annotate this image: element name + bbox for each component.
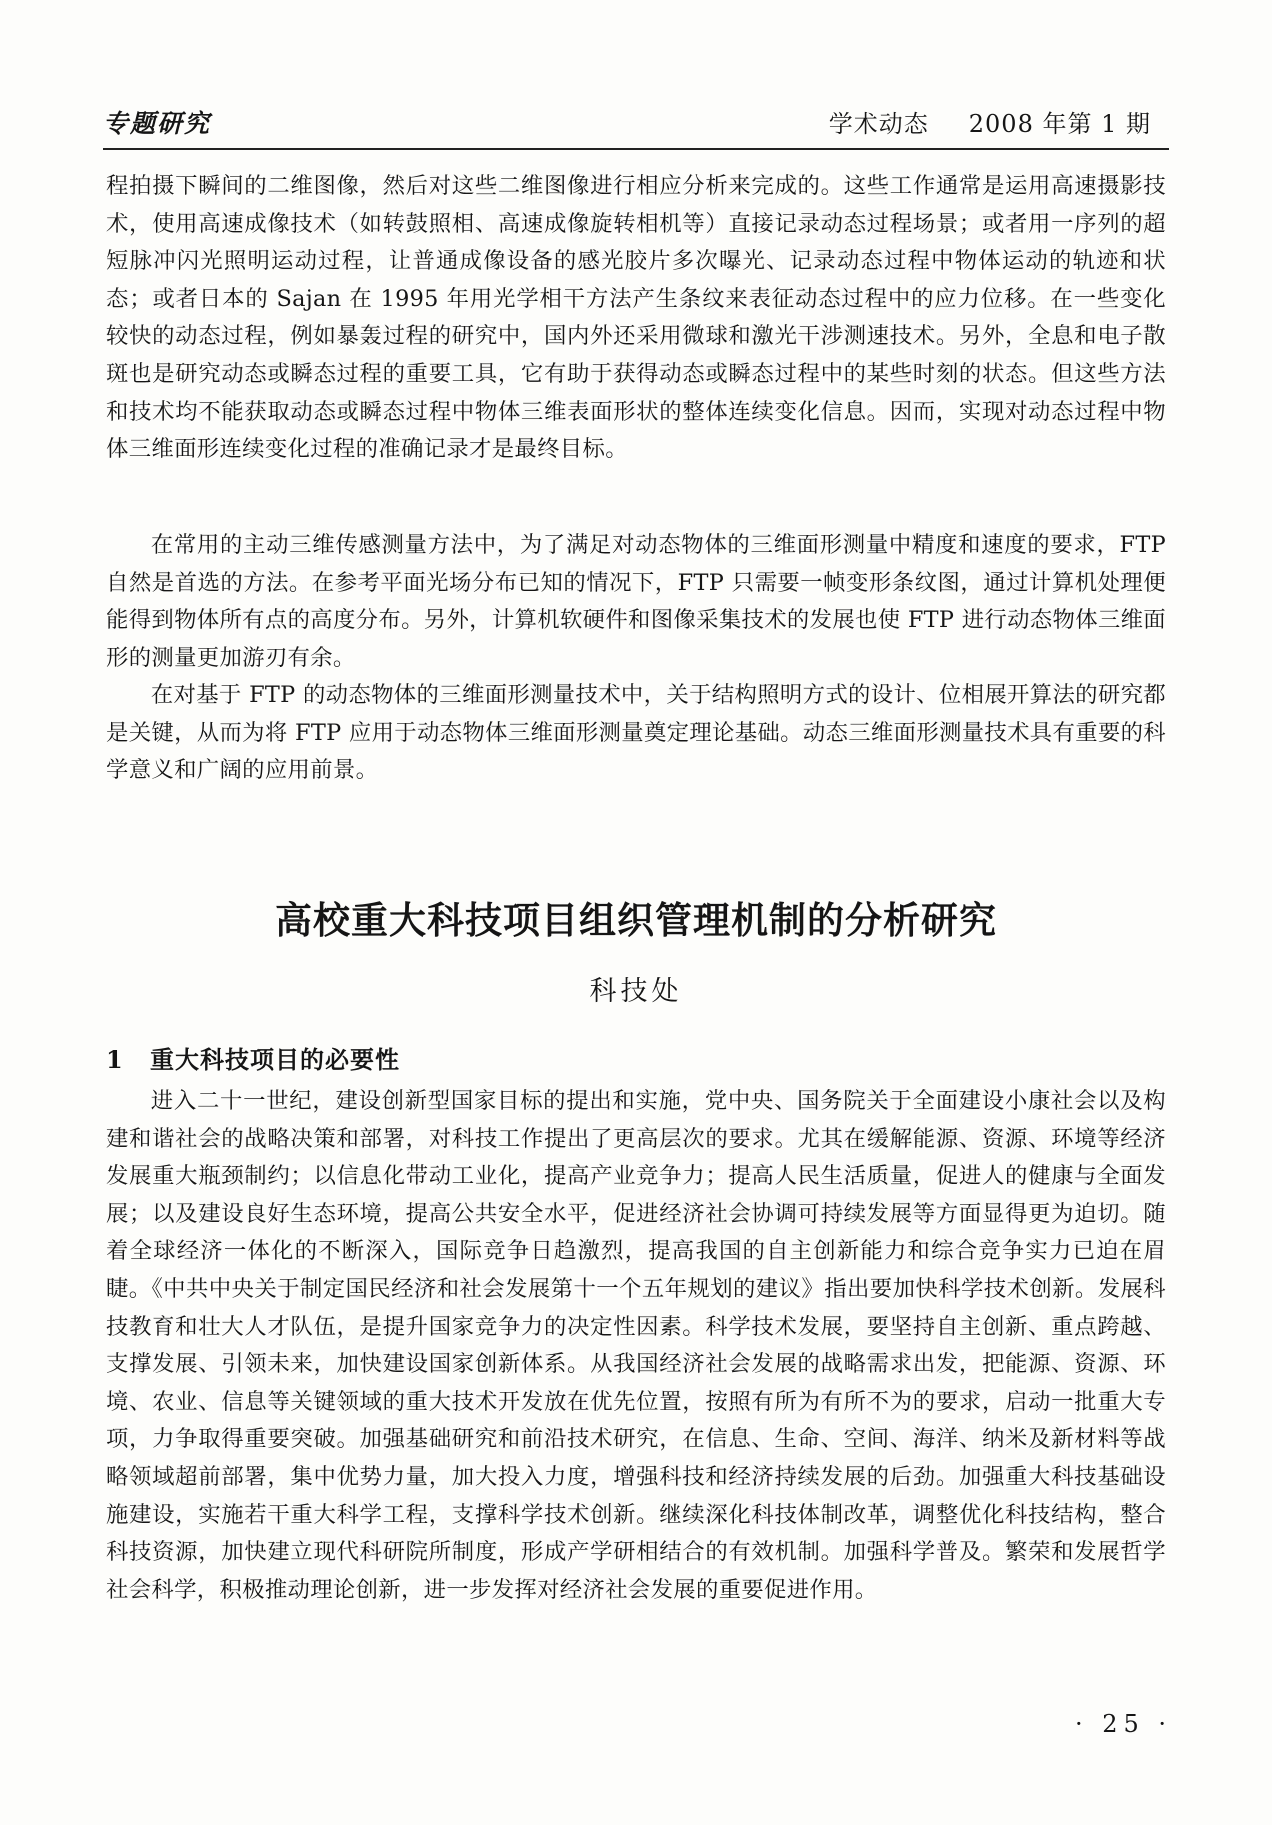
running-header: [103, 104, 1169, 150]
journal-name: 学术动态: [828, 110, 929, 138]
prev-article-paragraph-2: [106, 527, 1166, 677]
paragraph-text: 进入二十一世纪，建设创新型国家目标的提出和实施，党中央、国务院关于全面建设小康社会以及构建和谐社会的战略决策和部署，对科技工作提出了更高层次的要求。尤其在缓解能源、资源、环境等经济发展重大瓶颈制约；以信息化带动工业化，提高产业竞争力；提高人民生活质量，促进人的健康与全面发展；以及建设良好生态环境，提高公共安全水平，促进经济社会协调可持续发展等方面显得更为迫切。随着全球经济一体化的不断深入，国际竞争日趋激烈，提高我国的自主创新能力和综合竞争实力已迫在眉睫。《中共中央关于制定国民经济和社会发展第十一个五年规划的建议》指出要加快科学技术创新。发展科技教育和壮大人才队伍，是提升国家竞争力的决定性因素。科学技术发展，要坚持自主创新、重点跨越、支撑发展、引领未来，加快建设国家创新体系。从我国经济社会发展的战略需求出发，把能源、资源、环境、农业、信息等关键领域的重大技术开发放在优先位置，按照有所为有所不为的要求，启动一批重大专项，力争取得重要突破。加强基础研究和前沿技术研究，在信息、生命、空间、海洋、纳米及新材料等战略领域超前部署，集中优势力量，加大投入力度，增强科技和经济持续发展的后劲。加强重大科技基础设施建设，实施若干重大科学工程，支撑科学技术创新。继续深化科技体制改革，调整优化科技结构，整合科技资源，加快建立现代科研院所制度，形成产学研相结合的有效机制。加强科学普及。繁荣和发展哲学社会科学，积极推动理论创新，进一步发挥对经济社会发展的重要促进作用。: [106, 1088, 1166, 1603]
prev-article-paragraph-1: [106, 168, 1166, 469]
paragraph-text: 在常用的主动三维传感测量方法中，为了满足对动态物体的三维面形测量中精度和速度的要求，FTP 自然是首选的方法。在参考平面光场分布已知的情况下，FTP 只需要一帧变形条纹图，通过计算机处理便能得到物体所有点的高度分布。另外，计算机软硬件和图像采集技术的发展也使 FTP 进行动态物体三维面形的测量更加游刃有余。: [106, 532, 1166, 671]
paragraph-text: 程拍摄下瞬间的二维图像，然后对这些二维图像进行相应分析来完成的。这些工作通常是运用高速摄影技术，使用高速成像技术（如转鼓照相、高速成像旋转相机等）直接记录动态过程场景；或者用一序列的超短脉冲闪光照明运动过程，让普通成像设备的感光胶片多次曝光、记录动态过程中物体运动的轨迹和状态；或者日本的 Sajan 在 1995 年用光学相干方法产生条纹来表征动态过程中的应力位移。在一些变化较快的动态过程，例如暴轰过程的研究中，国内外还采用微球和激光干涉测速技术。另外，全息和电子散斑也是研究动态或瞬态过程的重要工具，它有助于获得动态或瞬态过程中的某些时刻的状态。但这些方法和技术均不能获取动态或瞬态过程中物体三维表面形状的整体连续变化信息。因而，实现对动态过程中物体三维面形连续变化过程的准确记录才是最终目标。: [106, 173, 1166, 463]
journal-info: [829, 104, 1151, 139]
section-paragraph-1: [106, 1083, 1166, 1609]
section-number: 1: [106, 1045, 124, 1074]
page-number: · 25 ·: [1075, 1710, 1173, 1738]
paragraph-text: 在对基于 FTP 的动态物体的三维面形测量技术中，关于结构照明方式的设计、位相展开算法的研究都是关键，从而为将 FTP 应用于动态物体三维面形测量奠定理论基础。动态三维面形测量技术具有重要的科学意义和广阔的应用前景。: [106, 682, 1166, 784]
issue-label: 2008 年第 1 期: [968, 110, 1151, 138]
section-title: 重大科技项目的必要性: [150, 1045, 400, 1074]
article-title: 高校重大科技项目组织管理机制的分析研究: [275, 898, 997, 942]
column-label: 专题研究: [103, 109, 212, 138]
article-author: 科技处: [589, 976, 683, 1007]
section-heading: [106, 1040, 400, 1075]
prev-article-paragraph-3: [106, 677, 1166, 790]
